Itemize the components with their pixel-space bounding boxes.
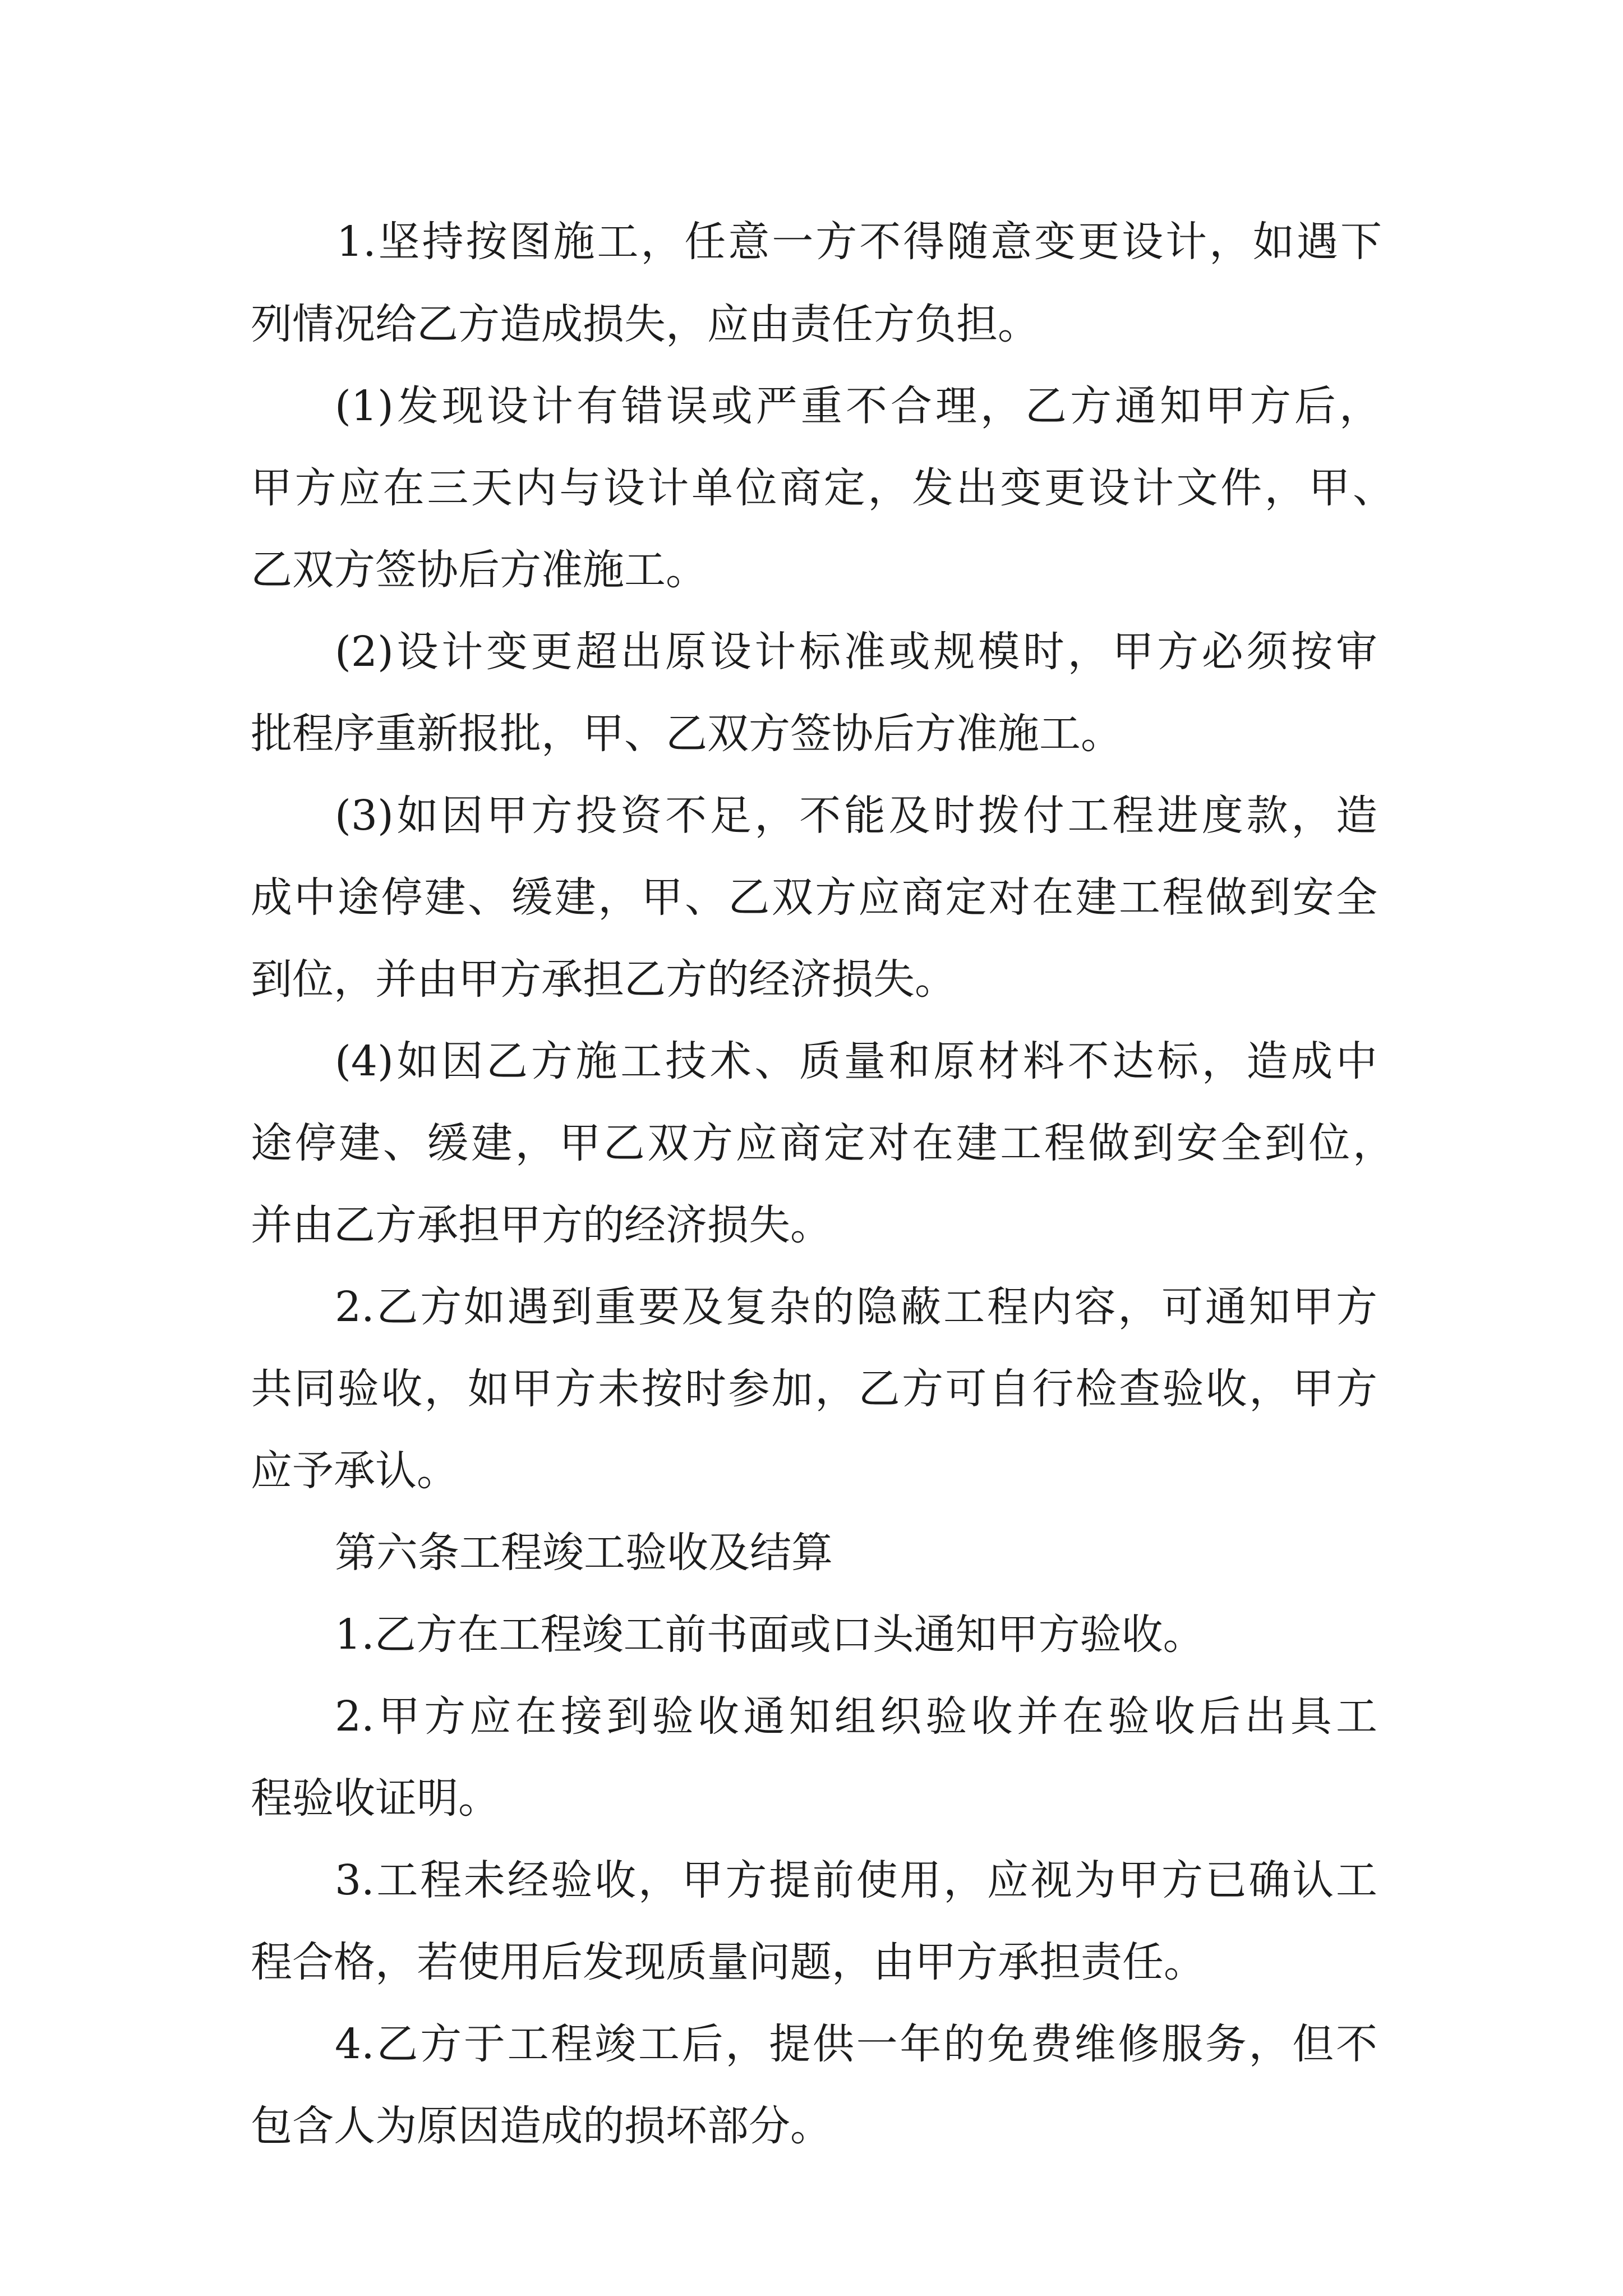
text-line: 包含人为原因造成的损坏部分。 [251,2102,832,2150]
text-line: 乙双方签协后方准施工。 [251,546,707,594]
text-line: 4.乙方于工程竣工后，提供一年的免费维修服务，但不 [335,2020,1377,2068]
text-line: 批程序重新报批，甲、乙双方签协后方准施工。 [251,710,1122,758]
text-line: 程验收证明。 [251,1774,500,1823]
text-line: 甲方应在三天内与设计单位商定，发出变更设计文件，甲、 [251,464,1394,512]
text-line: 程合格，若使用后发现质量问题，由甲方承担责任。 [251,1938,1205,1986]
text-line: 共同验收，如甲方未按时参加，乙方可自行检查验收，甲方 [251,1365,1377,1413]
text-line: 1.坚持按图施工，任意一方不得随意变更设计，如遇下 [336,218,1382,266]
text-line: 应予承认。 [251,1447,458,1495]
text-line: (3)如因甲方投资不足，不能及时拨付工程进度款，造 [335,792,1377,840]
text-line: 列情况给乙方造成损失，应由责任方负担。 [251,300,1039,348]
text-line: 成中途停建、缓建，甲、乙双方应商定对在建工程做到安全 [251,873,1377,922]
text-line: 3.工程未经验收，甲方提前使用，应视为甲方已确认工 [335,1856,1377,1904]
text-line: 2.乙方如遇到重要及复杂的隐蔽工程内容，可通知甲方 [335,1283,1377,1331]
text-line: 途停建、缓建，甲乙双方应商定对在建工程做到安全到位， [251,1119,1394,1167]
text-line: 并由乙方承担甲方的经济损失。 [251,1201,832,1249]
text-line: (4)如因乙方施工技术、质量和原材料不达标，造成中 [335,1037,1377,1085]
text-line: 1.乙方在工程竣工前书面或口头通知甲方验收。 [335,1611,1205,1659]
text-line: (1)发现设计有错误或严重不合理，乙方通知甲方后， [335,382,1381,430]
text-line: 2.甲方应在接到验收通知组织验收并在验收后出具工 [335,1692,1377,1741]
text-line: 到位，并由甲方承担乙方的经济损失。 [251,955,956,1004]
section-heading: 第六条工程竣工验收及结算 [335,1529,833,1577]
text-line: (2)设计变更超出原设计标准或规模时，甲方必须按审 [335,628,1377,676]
